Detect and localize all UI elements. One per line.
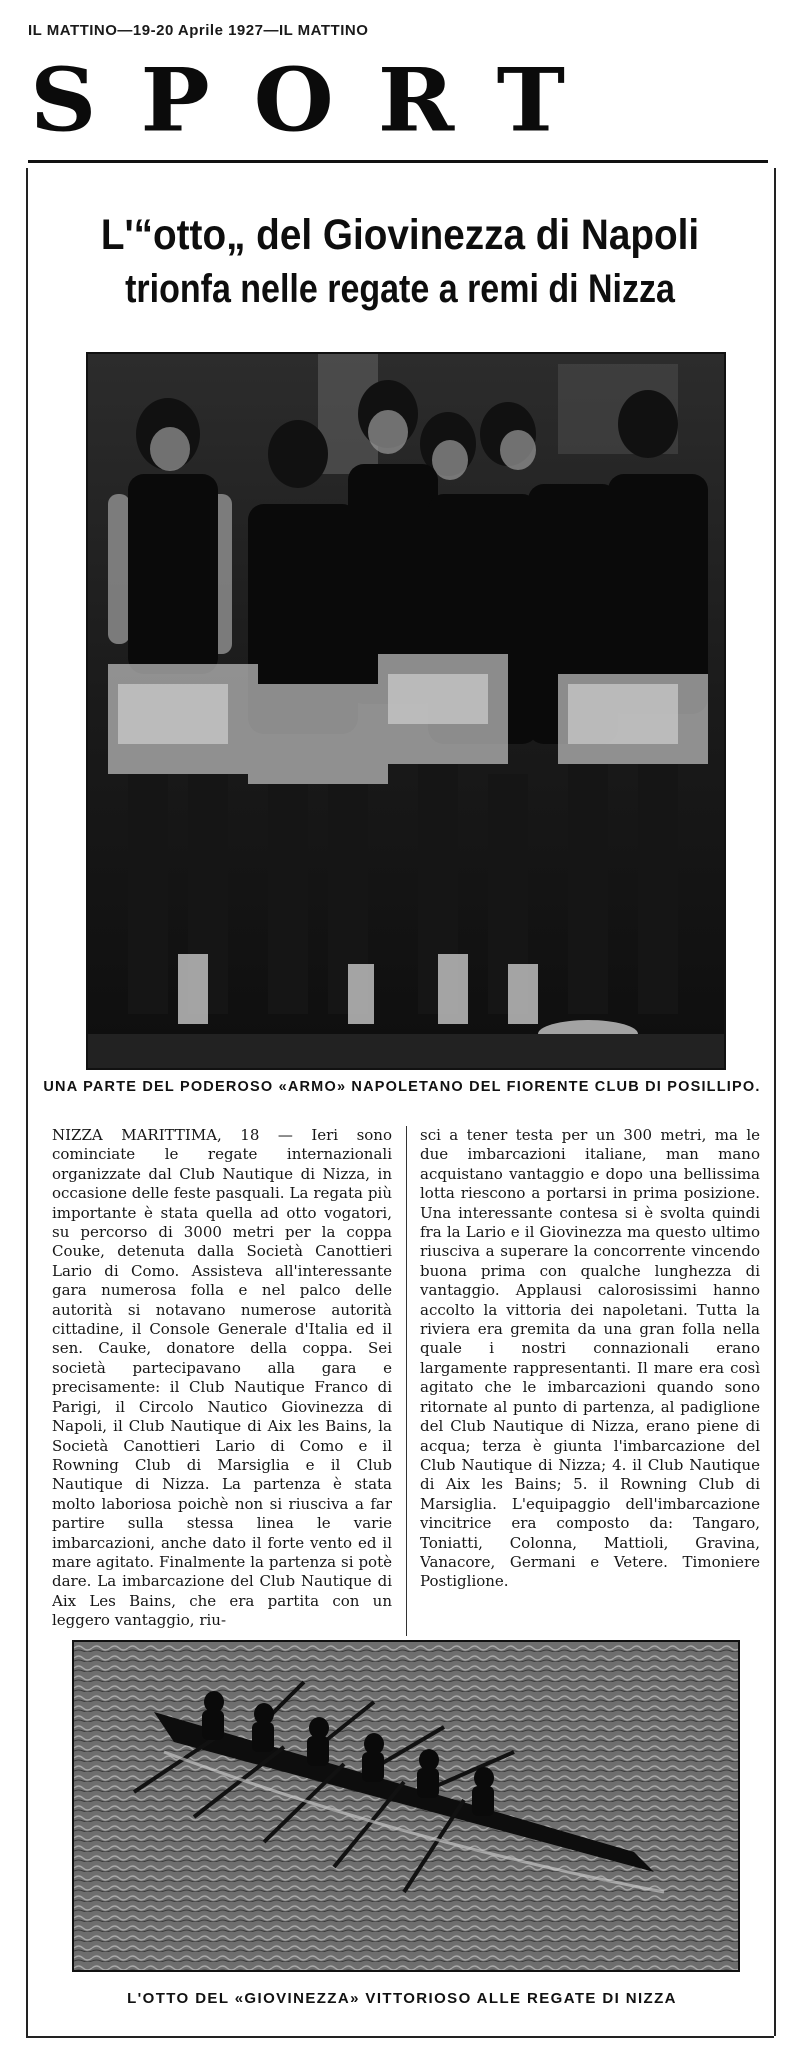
- masthead-rule: [28, 160, 768, 163]
- section-title: SPORT: [30, 48, 610, 152]
- team-photo-caption: UNA PARTE DEL PODEROSO «ARMO» NAPOLETANO DEL FIORENTE CLUB DI POSILLIPO.: [43, 1079, 761, 1095]
- team-photo-illustration: [88, 354, 724, 1068]
- article-body: [52, 1126, 762, 1636]
- headline: [40, 208, 760, 316]
- rowing-photo: [72, 1640, 740, 1972]
- dateline-text: IL MATTINO—19-20 Aprile 1927—IL MATTINO: [28, 22, 369, 39]
- team-photo: [86, 352, 726, 1070]
- bottom-rule: [26, 2036, 774, 2038]
- headline-line-2: trionfa nelle regate a remi di Nizza: [125, 267, 675, 311]
- column-divider: [406, 1126, 407, 1636]
- dateline: [28, 22, 588, 40]
- rowing-photo-illustration: [74, 1642, 738, 1970]
- headline-line-1: L'“otto„ del Giovinezza di Napoli: [100, 211, 700, 259]
- rowing-photo-caption: L'OTTO DEL «GIOVINEZZA» VITTORIOSO ALLE REGATE DI NIZZA: [127, 1990, 677, 2007]
- article-column-left: NIZZA MARITTIMA, 18 — Ieri sono cominciate le regate internazionali organizzate dal Club Nautique di Nizza, in occasione delle feste pasquali. La regata più importante è stata quella ad otto vogatori, su percorso di 3000 metri per la coppa Couke, detenuta dalla Società Canottieri Lario di Como. Assisteva all'interessante gara numerosa folla e nel palco delle autorità si notavano numerose autorità cittadine, il Console Generale d'Italia ed il sen. Cauke, donatore della coppa. Sei società partecipavano alla gara e precisamente: il Club Nautique Franco di Parigi, il Circolo Nautico Giovinezza di Napoli, il Club Nautique di Aix les Bains, la Società Canottieri Lario di Como e il Rowning Club di Marsiglia e il Club Nautique di Nizza. La partenza è stata molto laboriosa poichè non si riusciva a far partire sulla stessa linea le varie imbarcazioni, anche dato il forte vento ed il mare agitato. Finalmente la partenza si potè dare. La imbarcazione del Club Nautique di Aix Les Bains, che era partita con un leggero vantaggio, riu-: [52, 1126, 392, 1630]
- article-column-right: sci a tener testa per un 300 metri, ma le due imbarcazioni italiane, man mano acquistano vantaggio e dopo una bellissima lotta riescono a portarsi in prima posizione. Una interessante contesa si è svolta quindi fra la Lario e il Giovinezza ma questo ultimo riusciva a superare la concorrente vincendo buona prima con qualche lunghezza di vantaggio. Applausi calorosissimi hanno accolto la vittoria dei napoletani. Tutta la riviera era gremita da una gran folla nella quale i nostri connazionali erano largamente rappresentanti. Il mare era così agitato che le imbarcazioni quando sono ritornate al punto di partenza, al padiglione del Club Nautique di Nizza, erano piene di acqua; terza è giunta l'imbarcazione del Club Nautique di Nizza; 4. il Club Nautique di Aix les Bains; 5. il Rowning Club di Marsiglia. L'equipaggio dell'imbarcazione vincitrice era composto da: Tangaro, Toniatti, Colonna, Mattioli, Gravina, Vanacore, Germani e Vetere. Timoniere Postiglione.: [420, 1126, 760, 1591]
